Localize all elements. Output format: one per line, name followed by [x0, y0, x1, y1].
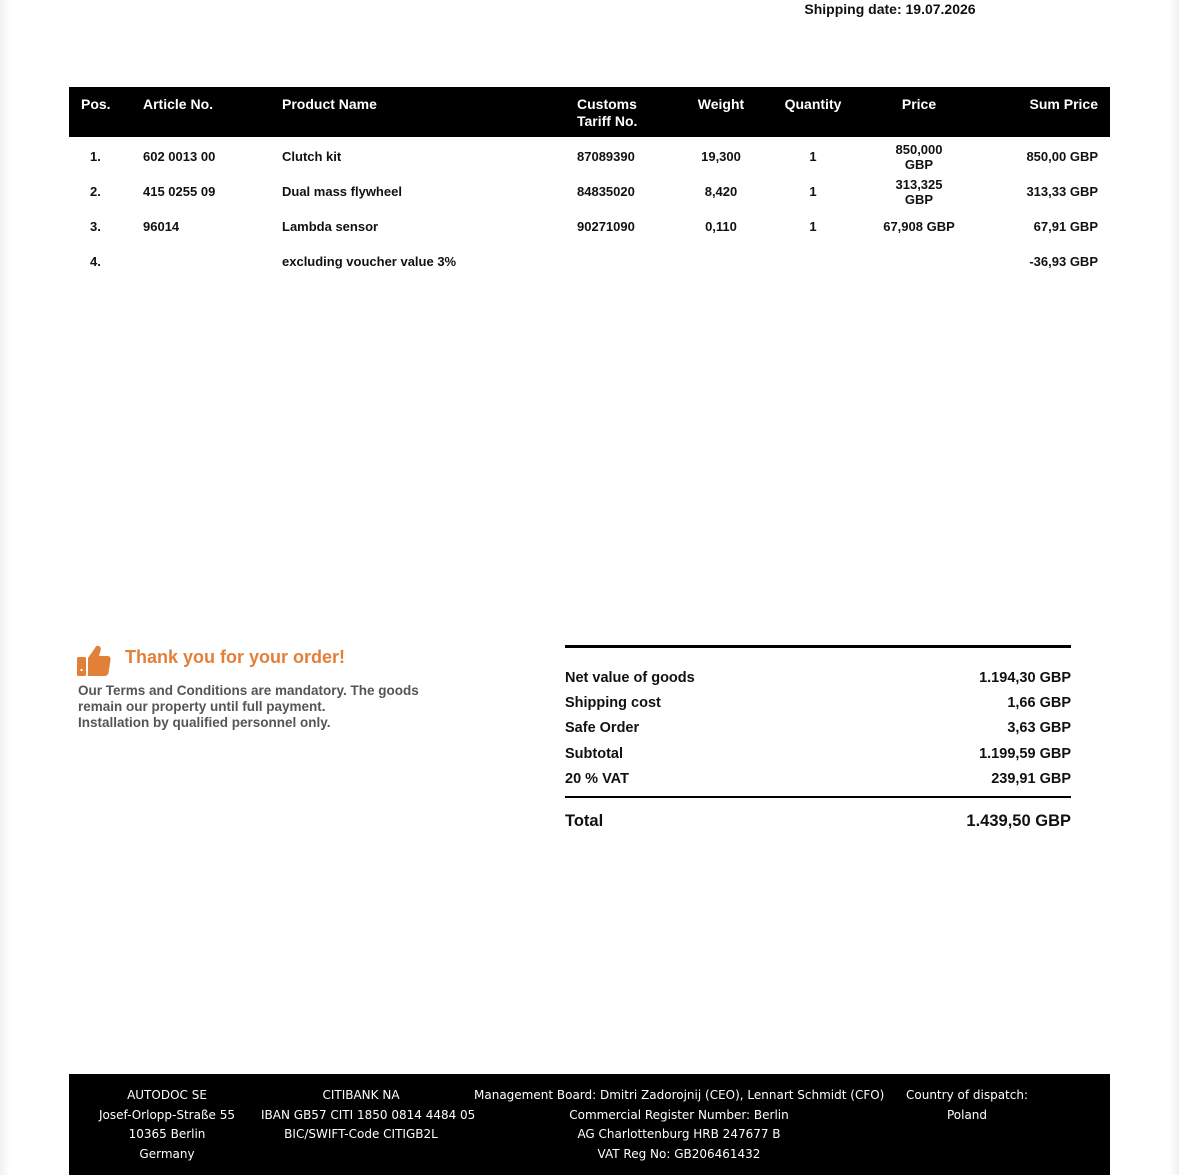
row-pos: 3.: [90, 219, 101, 234]
row-pos: 1.: [90, 149, 101, 164]
row-product-name: Lambda sensor: [282, 219, 379, 234]
row-pos: 2.: [90, 184, 101, 199]
summary-value: 1.194,30 GBP: [979, 670, 1071, 686]
footer-bank: [261, 1086, 476, 1145]
summary-row: [565, 744, 1071, 769]
row-quantity: 1: [809, 184, 817, 199]
row-product-name: Clutch kit: [282, 149, 342, 164]
footer-line: Josef-Orlopp-Straße 55: [98, 1107, 235, 1122]
footer-management: [474, 1086, 884, 1164]
table-row: [69, 209, 1110, 244]
footer-line: 10365 Berlin: [128, 1127, 206, 1142]
footer-line: IBAN GB57 CITI 1850 0814 4484 05: [261, 1107, 476, 1122]
row-tariff: [565, 244, 685, 279]
summary-label: Subtotal: [565, 745, 623, 762]
total-row: [565, 812, 1071, 831]
totals-summary: [565, 645, 1071, 831]
summary-value: 3,63 GBP: [1007, 720, 1071, 737]
row-weight: 0,110: [705, 219, 737, 234]
summary-label: Safe Order: [565, 720, 640, 737]
page-edge-right: [1169, 0, 1179, 1175]
terms-line: Installation by qualified personnel only.: [78, 715, 331, 730]
row-pos: 4.: [90, 254, 101, 269]
footer-line: Commercial Register Number: Berlin: [569, 1107, 789, 1122]
footer-line: Country of dispatch:: [906, 1088, 1028, 1102]
shipping-date: Shipping date: 19.07.2026: [804, 1, 976, 17]
footer-line: Germany: [139, 1146, 195, 1161]
row-quantity: 1: [809, 219, 817, 234]
footer-line: Poland: [946, 1107, 988, 1122]
col-weight: Weight: [697, 96, 745, 112]
row-weight: [685, 244, 757, 279]
footer-line: CITIBANK NA: [322, 1088, 400, 1102]
row-price: 67,908 GBP: [883, 219, 955, 234]
table-row: [69, 137, 1110, 174]
footer-line: VAT Reg No: GB206461432: [597, 1146, 761, 1161]
table-row: [69, 174, 1110, 209]
row-quantity: 1: [809, 149, 817, 164]
footer-dispatch: [899, 1086, 1035, 1125]
terms-line: Our Terms and Conditions are mandatory. The goods: [78, 683, 419, 698]
col-product-name: Product Name: [282, 96, 377, 112]
footer-line: AG Charlottenburg HRB 247677 B: [577, 1127, 781, 1142]
row-sum-price: -36,93 GBP: [1029, 254, 1098, 269]
row-article: 415 0255 09: [143, 184, 216, 199]
table-header-row: [69, 87, 1110, 137]
row-sum-price: 850,00 GBP: [1026, 149, 1098, 164]
col-sum-price: Sum Price: [1029, 96, 1098, 112]
summary-row: [565, 769, 1071, 794]
col-price: Price: [901, 96, 937, 112]
summary-value: 1.199,59 GBP: [979, 745, 1071, 762]
page-edge-left: [0, 0, 10, 1175]
row-price: 850,000 GBP: [895, 141, 943, 172]
summary-value: 1,66 GBP: [1007, 695, 1071, 712]
thumbs-up-icon: [76, 642, 112, 678]
total-value: 1.439,50 GBP: [966, 811, 1071, 830]
footer: [69, 1074, 1110, 1175]
summary-label: Net value of goods: [565, 670, 695, 686]
terms-note: [78, 683, 458, 731]
footer-line: Management Board: Dmitri Zadorojnij (CEO), Lennart Schmidt (CFO): [474, 1088, 885, 1102]
row-tariff: 90271090: [577, 219, 635, 234]
footer-line: AUTODOC SE: [127, 1088, 207, 1102]
thank-you-title: Thank you for your order!: [125, 647, 346, 667]
summary-value: 239,91 GBP: [991, 770, 1071, 787]
row-tariff: 87089390: [577, 149, 635, 164]
row-quantity: [757, 244, 869, 279]
footer-company: [69, 1086, 265, 1164]
terms-line: remain our property until full payment.: [78, 699, 326, 714]
summary-row: [565, 668, 1071, 693]
summary-row: [565, 718, 1071, 743]
row-sum-price: 67,91 GBP: [1033, 219, 1098, 234]
row-article: 96014: [143, 219, 180, 234]
divider: [565, 645, 1071, 648]
row-product-name: Dual mass flywheel: [282, 184, 402, 199]
col-pos: Pos.: [81, 96, 111, 112]
row-weight: 19,300: [701, 149, 741, 164]
footer-line: BIC/SWIFT-Code CITIGB2L: [284, 1127, 438, 1142]
row-tariff: 84835020: [577, 184, 635, 199]
col-quantity: Quantity: [784, 96, 842, 112]
summary-row: [565, 693, 1071, 718]
divider: [565, 796, 1071, 798]
row-article: 602 0013 00: [143, 149, 216, 164]
row-price: [869, 244, 969, 279]
total-label: Total: [565, 811, 604, 830]
summary-label: 20 % VAT: [565, 770, 629, 787]
table-row: [69, 244, 1110, 279]
row-sum-price: 313,33 GBP: [1026, 184, 1098, 199]
row-product-name: excluding voucher value 3%: [282, 254, 457, 269]
summary-label: Shipping cost: [565, 695, 661, 712]
row-weight: 8,420: [704, 184, 738, 199]
row-price: 313,325 GBP: [895, 176, 943, 207]
col-article: Article No.: [143, 96, 214, 112]
row-article: [131, 244, 270, 279]
items-table: [69, 87, 1110, 279]
col-customs-tariff: Customs Tariff No.: [577, 96, 638, 129]
